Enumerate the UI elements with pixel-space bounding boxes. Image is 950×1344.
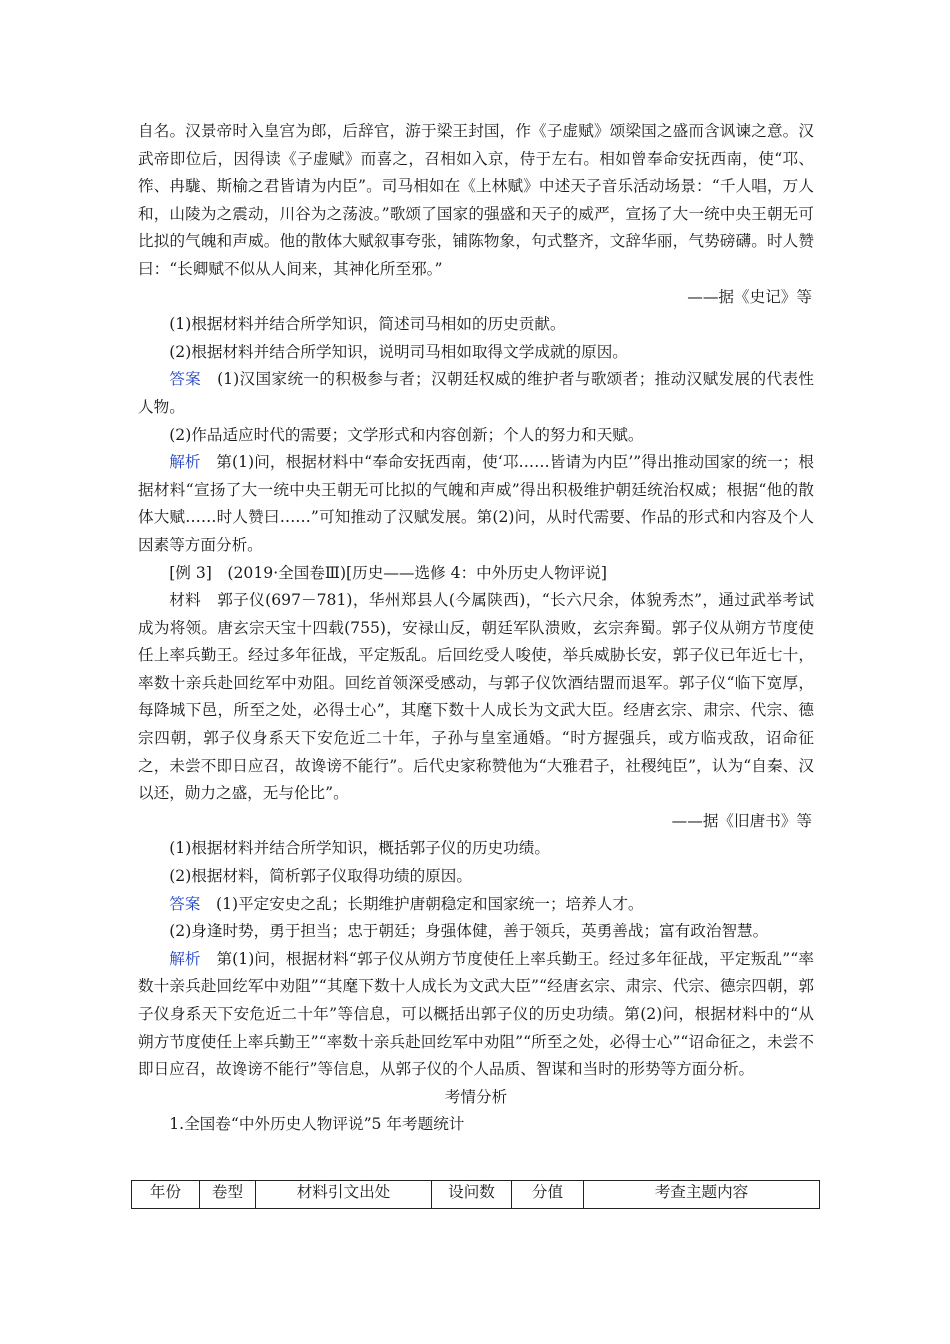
question-2: (2)根据材料并结合所学知识，说明司马相如取得文学成就的原因。 (169, 342, 628, 361)
section-title: 考情分析 (444, 1087, 508, 1106)
question-1: (1)根据材料并结合所学知识，简述司马相如的历史贡献。 (169, 315, 566, 334)
table-header-cell: 考查主题内容 (584, 1181, 820, 1209)
analysis-text: 第(1)问，根据材料中“奉命安抚西南，使‘邛……皆请为内臣’”得出推动国家的统一；根据材料“宣扬了大一统中央王朝无可比拟的气魄和声威”得出积极维护朝廷统治权威；根据“他的散体大赋……时人赞曰……”可知推动了汉赋发展。第(2)问，从时代需要、作品的形式和内容及个人因素等方面分析。 (138, 453, 814, 554)
source-citation: ——据《史记》等 (687, 287, 812, 306)
analysis-text: 第(1)问，根据材料“郭子仪从朔方节度使任上率兵勤王。经过多年征战，平定叛乱”“率数十亲兵赴回纥军中劝阻”“其麾下数十人成长为文武大臣”“经唐玄宗、肃宗、代宗、德宗四朝，郭子仪身系天下安危近二十年”等信息，可以概括出郭子仪的历史功绩。第(2)问，根据材料中的“从朔方节度使任上率兵勤王”“率数十亲兵赴回纥军中劝阻”“所至之处，必得士心”“诏命征之，未尝不即日应召，故谗谤不能行”等信息，从郭子仪的个人品质、智谋和当时的形势等方面分析。 (138, 949, 814, 1079)
answer-label: 答案 (169, 370, 202, 389)
table-header-cell: 材料引文出处 (256, 1181, 432, 1209)
analysis-paragraph (138, 946, 814, 1084)
document-body (138, 118, 814, 1139)
answer-2: (2)作品适应时代的需要；文学形式和内容创新；个人的努力和天赋。 (169, 425, 644, 444)
source-citation: ——据《旧唐书》等 (671, 811, 812, 830)
question-1: (1)根据材料并结合所学知识，概括郭子仪的历史功绩。 (169, 839, 550, 858)
table-header-cell: 年份 (132, 1181, 200, 1209)
analysis-label: 解析 (169, 453, 201, 472)
answer-1 (138, 366, 814, 421)
example-header: [例 3] (2019·全国卷Ⅲ)[历史——选修 4：中外历史人物评说] (169, 563, 608, 582)
material-label: 材料 (169, 591, 202, 610)
answer-text: (1)平定安史之乱；长期维护唐朝稳定和国家统一；培养人才。 (216, 894, 644, 913)
analysis-paragraph (138, 449, 814, 559)
answer-1 (138, 891, 814, 919)
answer-text: (1)汉国家统一的积极参与者；汉朝廷权威的维护者与歌颂者；推动汉赋发展的代表性人物。 (138, 370, 814, 416)
material-paragraph-guo (138, 587, 814, 808)
table-header-row (132, 1181, 820, 1209)
statistics-table (131, 1180, 820, 1209)
question-2: (2)根据材料，简析郭子仪取得功绩的原因。 (169, 867, 472, 886)
table-header-cell: 设问数 (432, 1181, 512, 1209)
answer-2: (2)身逢时势，勇于担当；忠于朝廷；身强体健，善于领兵，英勇善战；富有政治智慧。 (169, 922, 769, 941)
analysis-label: 解析 (169, 949, 201, 968)
section-subtitle: 1.全国卷“中外历史人物评说”5 年考题统计 (169, 1115, 465, 1134)
table-header-cell: 分值 (512, 1181, 584, 1209)
material-paragraph-sima: 自名。汉景帝时入皇宫为郎，后辞官，游于梁王封国，作《子虚赋》颂梁国之盛而含讽谏之意。汉武帝即位后，因得读《子虚赋》而喜之，召相如入京，侍于左右。相如曾奉命安抚西南，使“邛、筰、冉駹、斯榆之君皆请为内臣”。司马相如在《上林赋》中述天子音乐活动场景：“千人唱，万人和，山陵为之震动，川谷为之荡波。”歌颂了国家的强盛和天子的威严，宣扬了大一统中央王朝无可比拟的气魄和声威。他的散体大赋叙事夸张，铺陈物象，句式整齐，文辞华丽，气势磅礴。时人赞曰：“长卿赋不似从人间来，其神化所至邪。” (138, 122, 814, 278)
material-text: 郭子仪(697－781)，华州郑县人(今属陕西)，“长六尺余，体貌秀杰”，通过武举考试成为将领。唐玄宗天宝十四载(755)，安禄山反，朝廷军队溃败，玄宗奔蜀。郭子仪从朔方节度使任上率兵勤王。经过多年征战，平定叛乱。后回纥受人唆使，举兵威胁长安，郭子仪已年近七十，率数十亲兵赴回纥军中劝阻。回纥首领深受感动，与郭子仪饮酒结盟而退军。郭子仪“临下宽厚，每降城下邑，所至之处，必得士心”，其麾下数十人成长为文武大臣。经唐玄宗、肃宗、代宗、德宗四朝，郭子仪身系天下安危近二十年，子孙与皇室通婚。“时方握强兵，或方临戎敌，诏命征之，未尝不即日应召，故谗谤不能行”。后代史家称赞他为“大雅君子，社稷纯臣”，认为“自秦、汉以还，勋力之盛，无与伦比”。 (138, 591, 814, 803)
answer-label: 答案 (169, 894, 201, 913)
table-header-cell: 卷型 (200, 1181, 256, 1209)
